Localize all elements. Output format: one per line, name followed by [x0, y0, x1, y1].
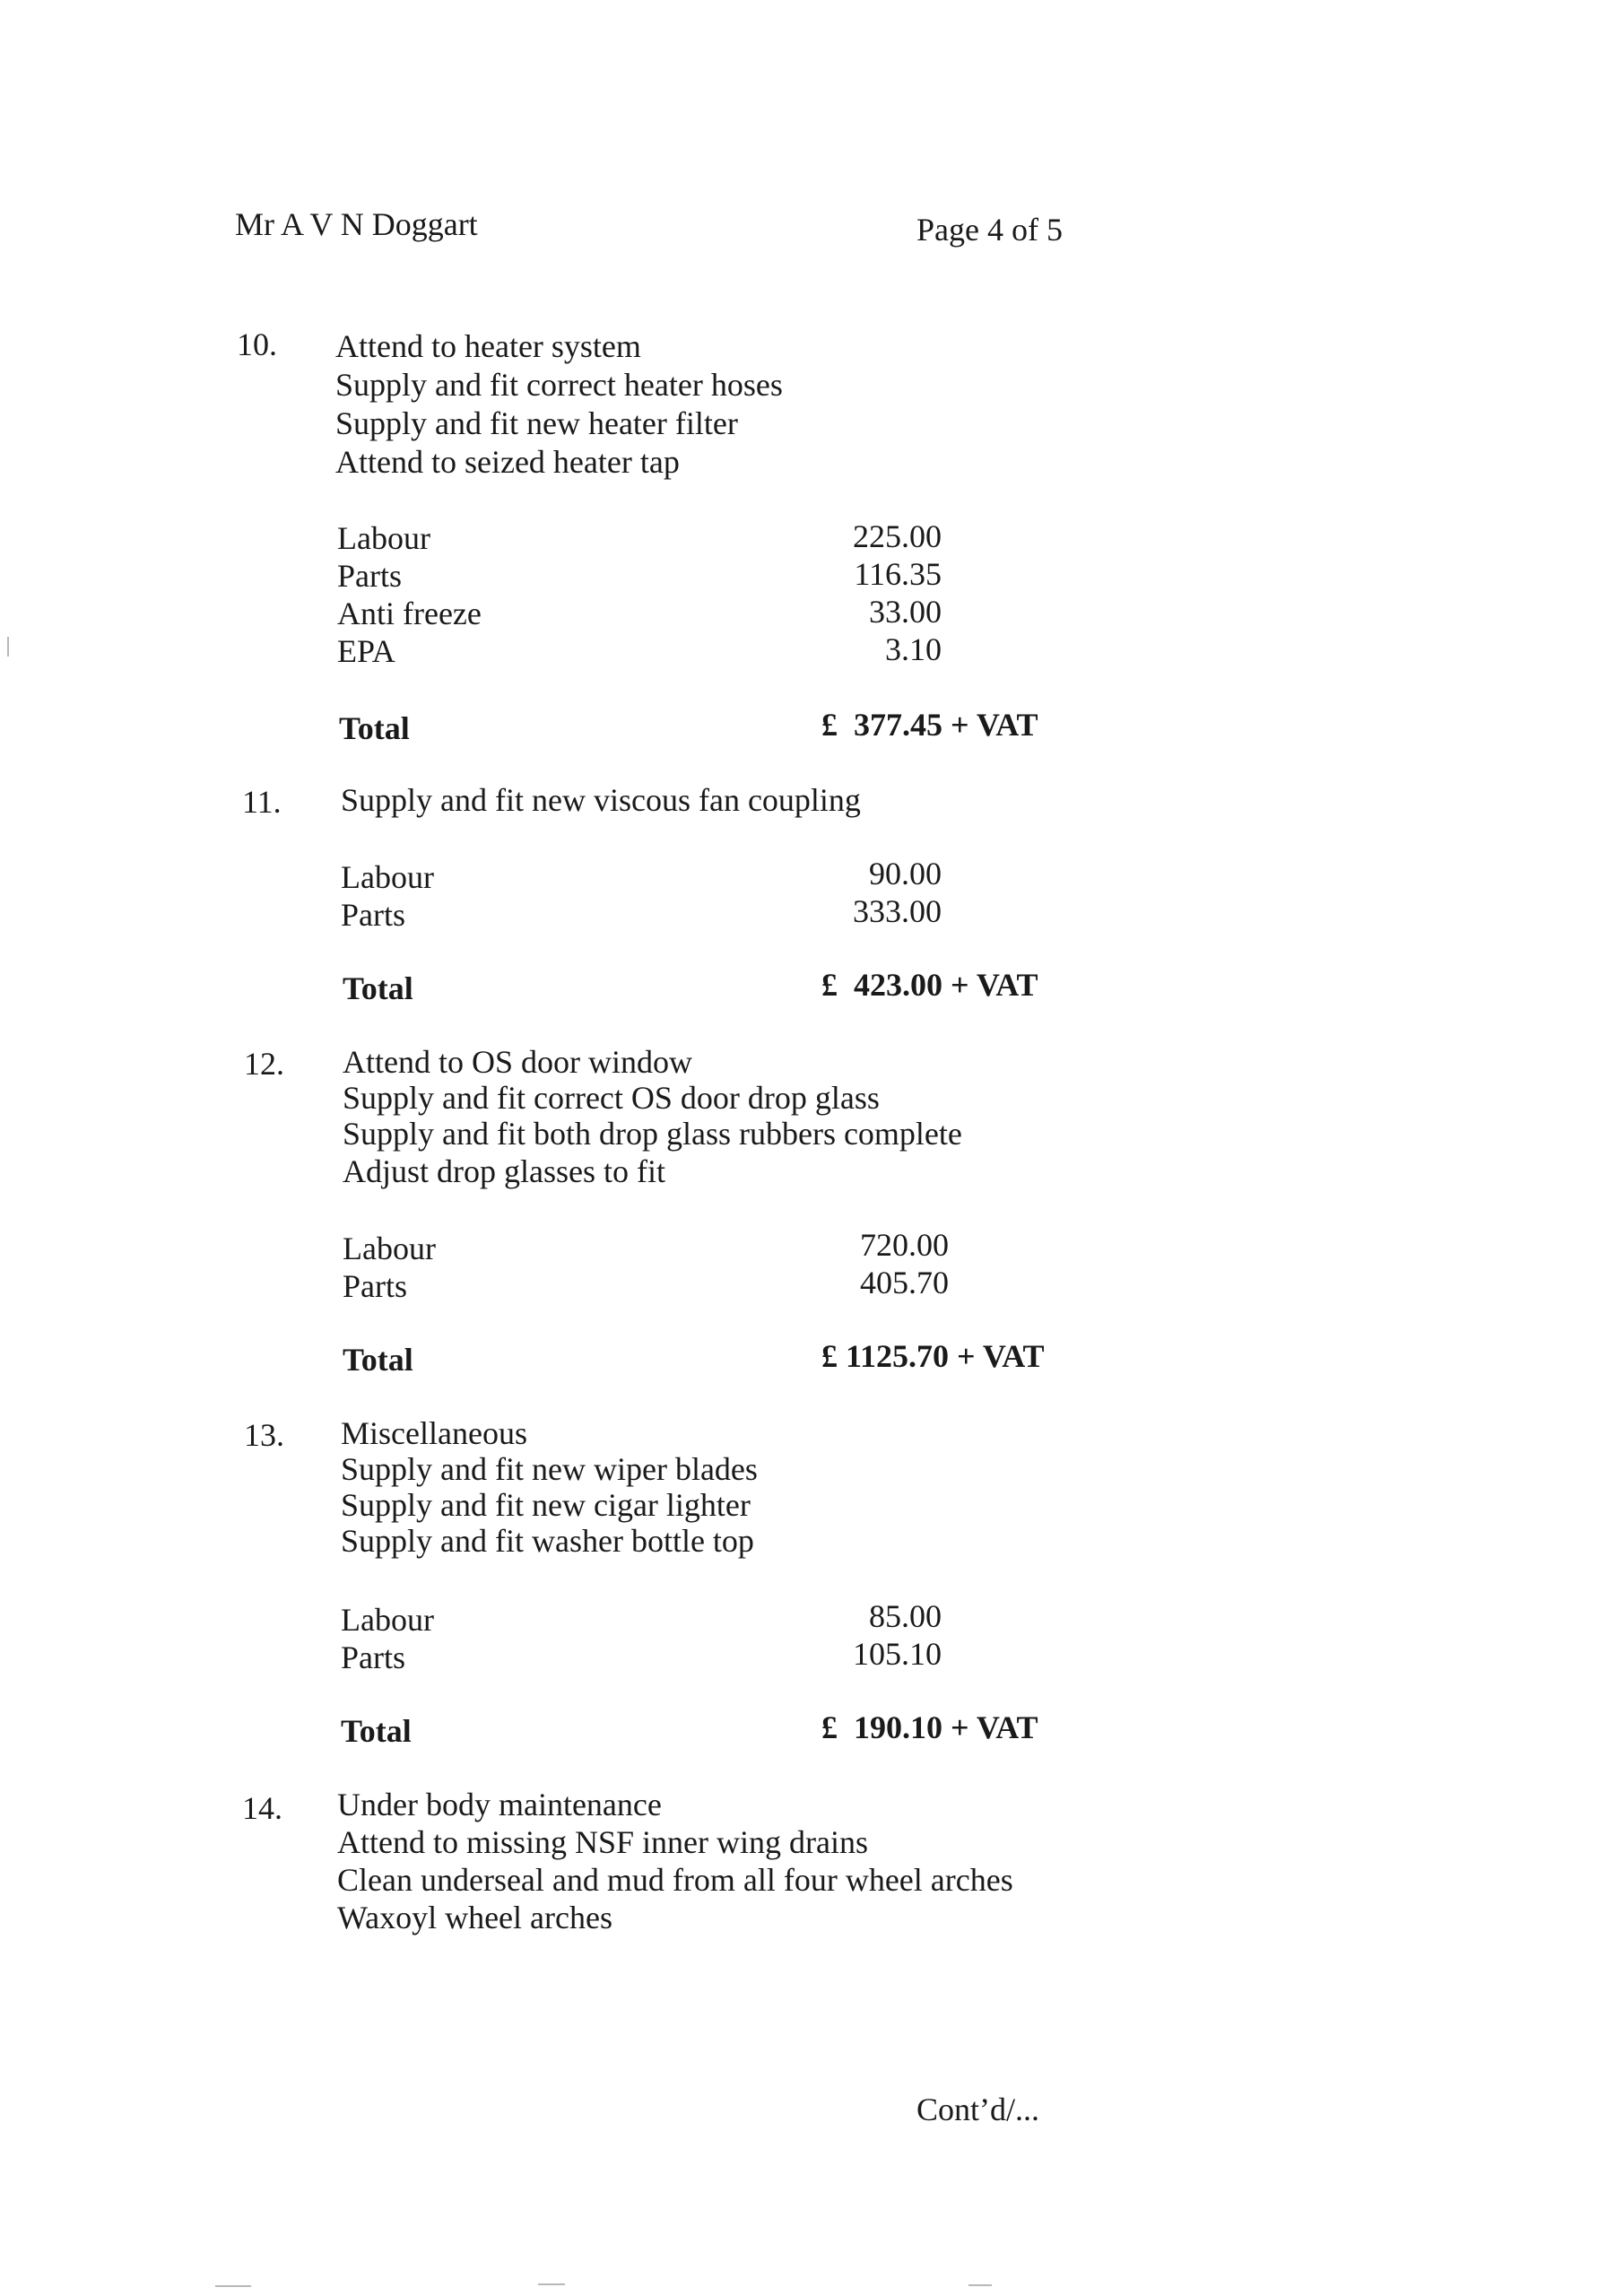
- page-number: Page 4 of 5: [916, 212, 1063, 248]
- total-amount: £ 1125.70 + VAT: [821, 1338, 1045, 1374]
- recipient-name: Mr A V N Doggart: [235, 206, 478, 242]
- item-number: 14.: [242, 1790, 282, 1826]
- item-number: 12.: [244, 1046, 284, 1082]
- scan-artifact: [538, 2283, 565, 2285]
- scan-artifact: [969, 2284, 992, 2286]
- scan-artifact: [215, 2285, 251, 2287]
- cost-label: Parts: [341, 897, 405, 933]
- item-number: 11.: [242, 784, 282, 820]
- scan-artifact: [7, 637, 9, 657]
- cost-label: Anti freeze: [337, 596, 482, 631]
- total-amount: £ 190.10 + VAT: [821, 1709, 1038, 1745]
- cost-label: Parts: [337, 558, 402, 594]
- item-description-line: Supply and fit correct OS door drop glass: [343, 1080, 880, 1116]
- cost-label: Labour: [341, 859, 434, 895]
- cost-label: Parts: [343, 1268, 407, 1304]
- total-label: Total: [341, 1713, 412, 1749]
- total-amount: £ 423.00 + VAT: [821, 967, 1038, 1003]
- total-amount: £ 377.45 + VAT: [821, 707, 1038, 743]
- cost-label: EPA: [337, 633, 395, 669]
- cost-label: Labour: [341, 1602, 434, 1638]
- cost-amount: 85.00: [869, 1598, 942, 1634]
- cost-amount: 90.00: [869, 856, 942, 891]
- item-number: 10.: [237, 326, 277, 362]
- continued-note: Cont’d/...: [916, 2092, 1040, 2127]
- item-description-line: Supply and fit new wiper blades: [341, 1451, 758, 1487]
- cost-amount: 405.70: [860, 1265, 949, 1300]
- cost-amount: 33.00: [869, 594, 942, 630]
- cost-label: Parts: [341, 1639, 405, 1675]
- item-description-line: Attend to heater system: [335, 328, 641, 364]
- cost-amount: 225.00: [853, 518, 942, 554]
- item-description-line: Miscellaneous: [341, 1415, 527, 1451]
- item-description-line: Attend to OS door window: [343, 1044, 692, 1080]
- item-description-line: Attend to missing NSF inner wing drains: [337, 1824, 868, 1860]
- item-description-line: Supply and fit new cigar lighter: [341, 1487, 751, 1523]
- item-description-line: Supply and fit correct heater hoses: [335, 367, 783, 403]
- total-label: Total: [343, 1342, 413, 1378]
- item-description-line: Attend to seized heater tap: [335, 444, 680, 480]
- cost-amount: 333.00: [853, 893, 942, 929]
- item-description-line: Under body maintenance: [337, 1787, 662, 1822]
- item-description-line: Supply and fit both drop glass rubbers complete: [343, 1116, 962, 1152]
- cost-amount: 116.35: [854, 556, 942, 592]
- cost-amount: 720.00: [860, 1227, 949, 1263]
- item-description-line: Supply and fit new heater filter: [335, 405, 738, 441]
- item-description-line: Supply and fit new viscous fan coupling: [341, 782, 861, 818]
- cost-amount: 3.10: [885, 631, 942, 667]
- cost-label: Labour: [343, 1231, 436, 1266]
- total-label: Total: [343, 970, 413, 1006]
- item-description-line: Waxoyl wheel arches: [337, 1900, 612, 1935]
- cost-label: Labour: [337, 520, 430, 556]
- item-description-line: Supply and fit washer bottle top: [341, 1523, 754, 1559]
- item-number: 13.: [244, 1417, 284, 1453]
- item-description-line: Adjust drop glasses to fit: [343, 1153, 665, 1189]
- item-description-line: Clean underseal and mud from all four wheel arches: [337, 1862, 1013, 1898]
- cost-amount: 105.10: [853, 1636, 942, 1672]
- total-label: Total: [339, 710, 410, 746]
